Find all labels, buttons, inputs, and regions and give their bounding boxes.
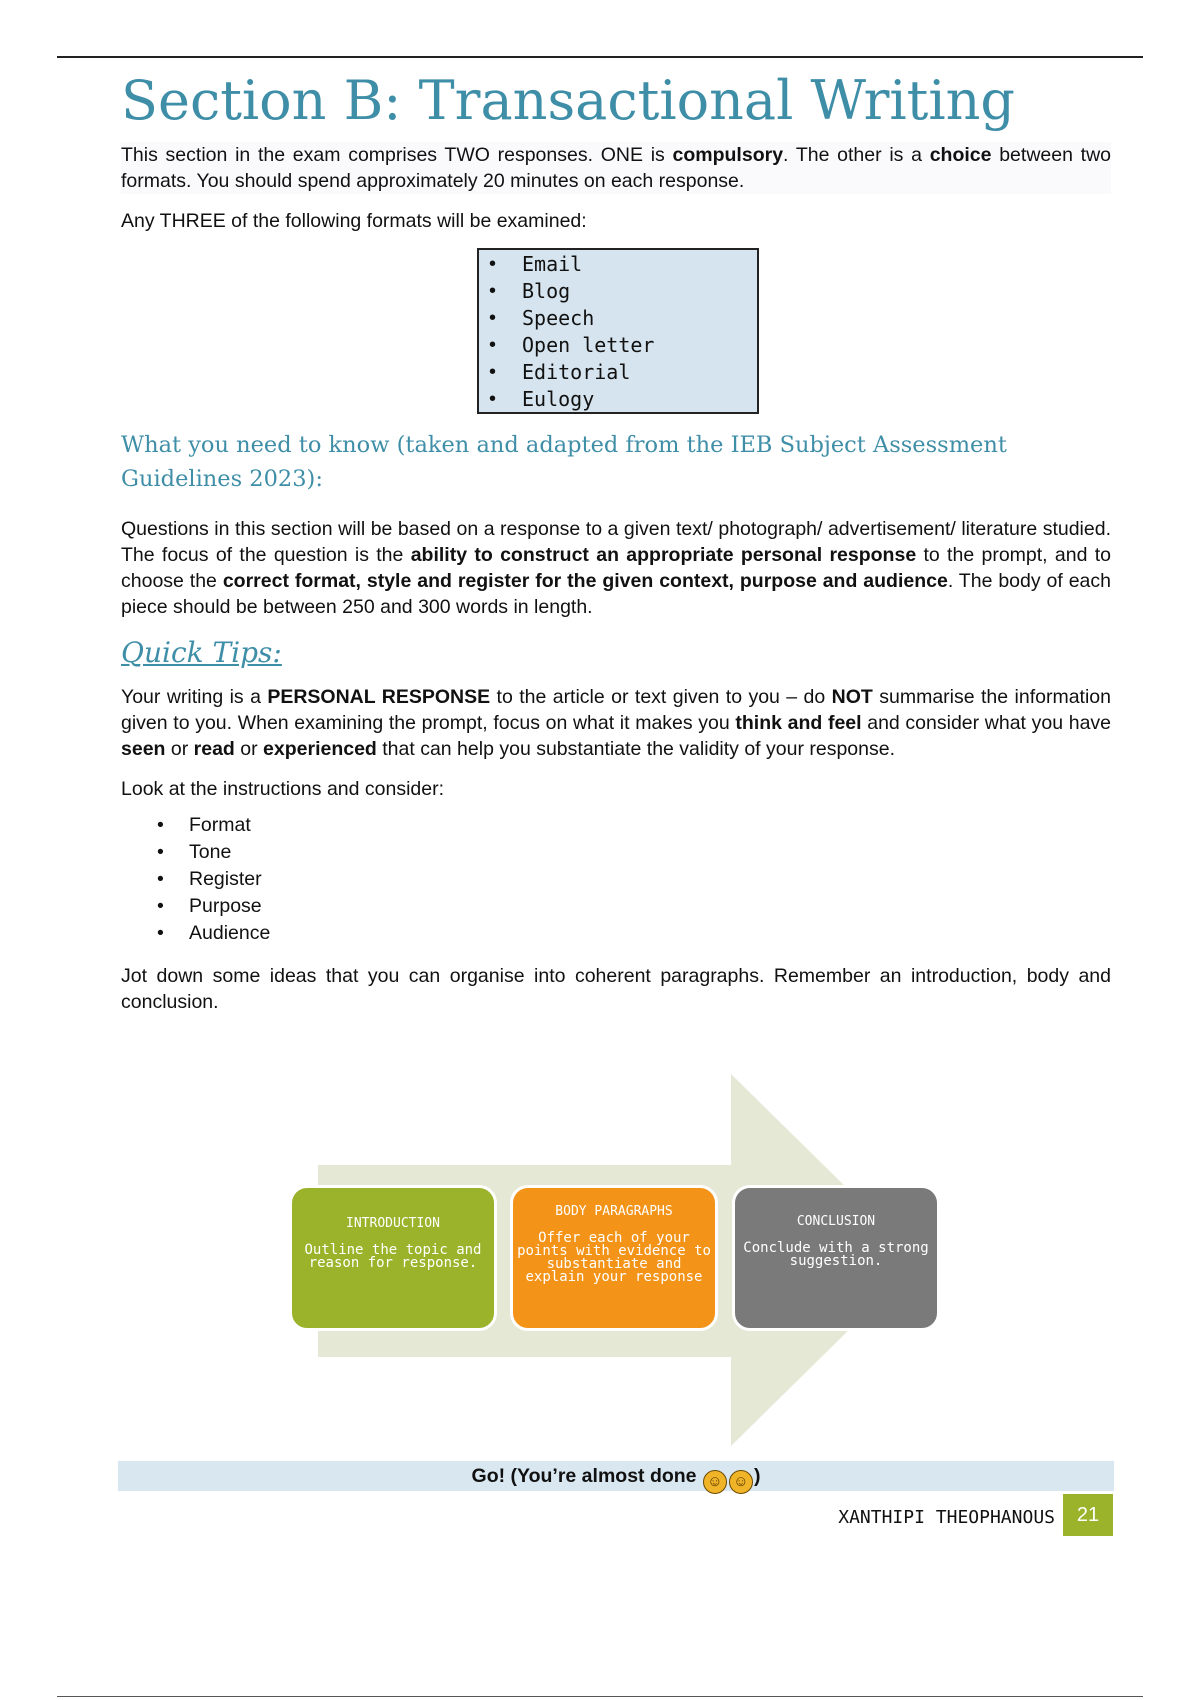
smiling-face-icon: ☺ — [729, 1470, 753, 1494]
top-rule — [57, 56, 1143, 58]
essay-structure-diagram — [0, 1070, 1200, 1450]
intro-paragraph: This section in the exam comprises TWO responses. ONE is compulsory. The other is a choice between two formats. You should spend approximately 20 minutes on each response. — [121, 144, 1111, 192]
conclusion-heading: CONCLUSION — [796, 1214, 876, 1229]
formats-lead: Any THREE of the following formats will be examined: — [121, 210, 587, 232]
introduction-box — [289, 1185, 497, 1331]
introduction-text: Outline the topic and reason for response. — [304, 1242, 482, 1271]
format-item: • Open letter — [479, 332, 757, 359]
format-item: • Blog — [479, 278, 757, 305]
go-bar: Go! (You’re almost done ☺ ☺ ) — [118, 1461, 1114, 1491]
consider-item: • Tone — [121, 839, 1111, 866]
conclusion-text: Conclude with a strong suggestion. — [743, 1240, 929, 1269]
page-number: 21 — [1063, 1494, 1113, 1536]
smiling-face-icon: ☺ — [703, 1470, 727, 1494]
formats-list — [479, 250, 757, 413]
consider-item: • Purpose — [121, 893, 1111, 920]
tips-heading: Quick Tips: — [121, 636, 282, 669]
need-heading: What you need to know (taken and adapted from the IEB Subject Assessment Guidelines 2023): — [121, 432, 1007, 492]
format-item: • Eulogy — [479, 386, 757, 413]
page-content — [121, 62, 1111, 1015]
format-item: • Speech — [479, 305, 757, 332]
consider-item: • Audience — [121, 920, 1111, 947]
bottom-rule — [57, 1696, 1143, 1697]
jot-paragraph: Jot down some ideas that you can organise into coherent paragraphs. Remember an introduction, body and conclusion. — [121, 965, 1111, 1013]
need-paragraph: Questions in this section will be based on a response to a given text/ photograph/ advertisement/ literature studied. The focus of the question is the ability to construct an appropriate personal response to the prompt, and to choose the correct format, style and register for the given context, purpose and audience. The body of each piece should be between 250 and 300 words in length. — [121, 518, 1112, 618]
format-item: • Editorial — [479, 359, 757, 386]
format-item: • Email — [479, 251, 757, 278]
body-paragraphs-heading: BODY PARAGRAPHS — [555, 1204, 673, 1219]
consider-item: • Format — [121, 812, 1111, 839]
body-paragraphs-text: Offer each of your points with evidence to substantiate and explain your response — [517, 1230, 711, 1285]
formats-box — [477, 248, 759, 414]
tips-paragraph: Your writing is a PERSONAL RESPONSE to the article or text given to you – do NOT summarise the information given to you. When examining the prompt, focus on what it makes you think and feel and consider what you have seen or read or experienced that can help you substantiate the validity of your response. — [121, 686, 1112, 760]
page-title: Section B: Transactional Writing — [121, 69, 1015, 132]
introduction-heading: INTRODUCTION — [346, 1216, 440, 1231]
body-paragraphs-box — [510, 1185, 718, 1331]
conclusion-box — [732, 1185, 940, 1331]
consider-list — [121, 812, 1111, 947]
author-name: XANTHIPI THEOPHANOUS — [838, 1507, 1055, 1528]
consider-lead: Look at the instructions and consider: — [121, 778, 445, 800]
consider-item: • Register — [121, 866, 1111, 893]
